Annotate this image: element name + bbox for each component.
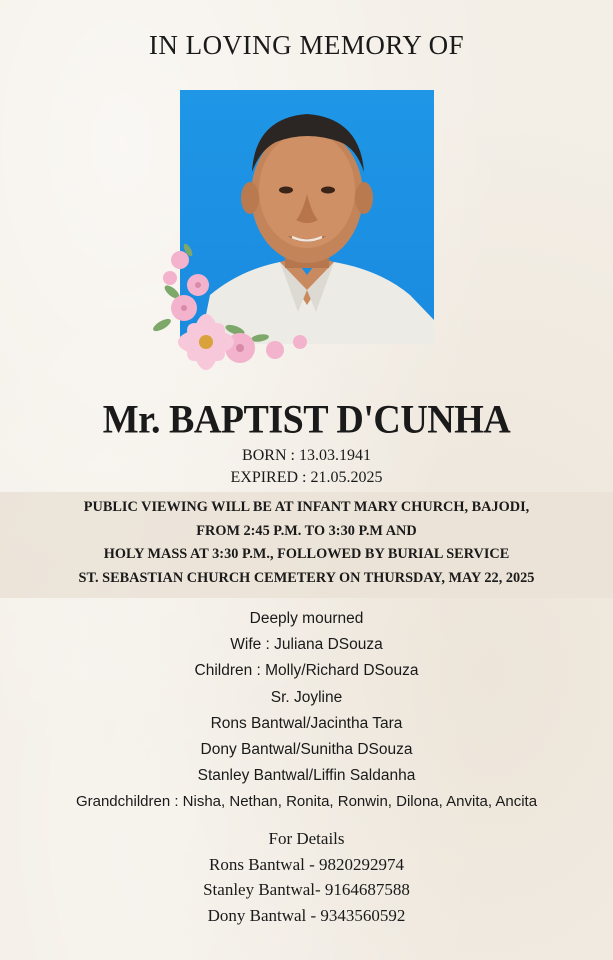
mourner-item: Sr. Joyline bbox=[270, 688, 343, 706]
contact-line: Rons Bantwal - 9820292974 bbox=[208, 854, 405, 874]
expired-date: EXPIRED : 21.05.2025 bbox=[230, 469, 383, 486]
mourner-item: Rons Bantwal/Jacintha Tara bbox=[210, 714, 403, 732]
contact-details bbox=[0, 826, 613, 928]
details-title: For Details bbox=[268, 829, 345, 848]
mourner-wife: Wife : Juliana DSouza bbox=[230, 636, 383, 654]
mourner-grandchildren: Grandchildren : Nisha, Nethan, Ronita, Ronwin, Dilona, Anvita, Ancita bbox=[75, 793, 538, 811]
notice-line: HOLY MASS AT 3:30 P.M., FOLLOWED BY BURIAL SERVICE bbox=[103, 546, 510, 562]
notice-line: PUBLIC VIEWING WILL BE AT INFANT MARY CHURCH, BAJODI, bbox=[83, 499, 530, 515]
mourner-item: Stanley Bantwal/Liffin Saldanha bbox=[197, 767, 416, 785]
notice-line: FROM 2:45 P.M. TO 3:30 P.M AND bbox=[196, 522, 417, 539]
mourners-list bbox=[0, 606, 613, 816]
contact-line: Dony Bantwal - 9343560592 bbox=[207, 905, 406, 925]
mourner-item: Dony Bantwal/Sunitha DSouza bbox=[200, 741, 413, 759]
born-date: BORN : 13.03.1941 bbox=[242, 447, 371, 464]
memorial-heading: IN LOVING MEMORY OF bbox=[148, 30, 465, 60]
deceased-name: Mr. BAPTIST D'CUNHA bbox=[102, 397, 511, 443]
life-dates bbox=[0, 445, 613, 489]
service-notice bbox=[0, 492, 613, 598]
mourners-title: Deeply mourned bbox=[249, 610, 364, 627]
notice-line: ST. SEBASTIAN CHURCH CEMETERY ON THURSDAY, MAY 22, 2025 bbox=[78, 569, 535, 586]
mourner-children: Children : Molly/Richard DSouza bbox=[194, 662, 419, 680]
flower-bouquet-icon bbox=[140, 230, 315, 390]
contact-line: Stanley Bantwal- 9164687588 bbox=[203, 880, 410, 899]
